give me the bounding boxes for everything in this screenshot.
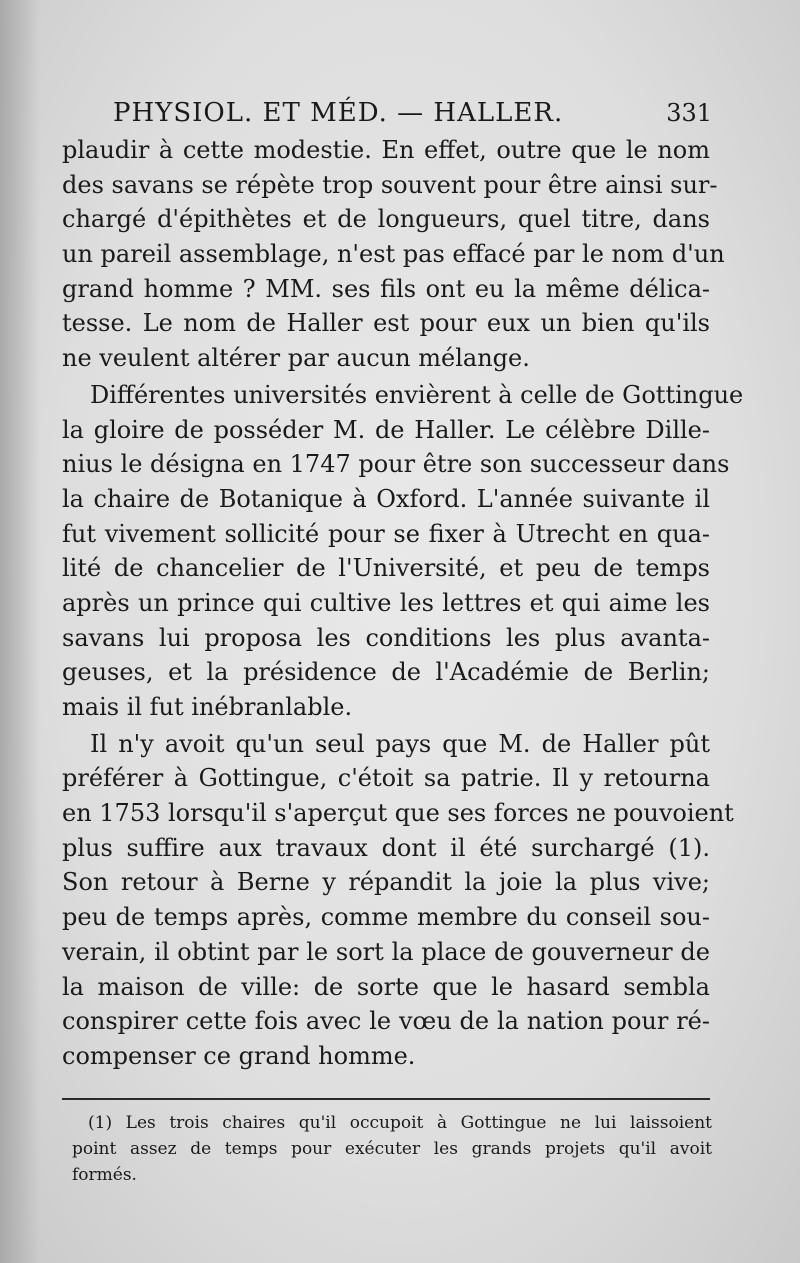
text-line: Il n'y avoit qu'un seul pays que M. de Haller pût bbox=[90, 729, 710, 758]
text-line: plus suffire aux travaux dont il été surchargé (1). bbox=[62, 833, 710, 862]
text-line: ne veulent altérer par aucun mélange. bbox=[62, 344, 530, 373]
text-line: verain, il obtint par le sort la place de gouverneur de bbox=[62, 937, 710, 966]
text-line: nius le désigna en 1747 pour être son successeur dans bbox=[62, 450, 730, 479]
running-header bbox=[113, 98, 712, 128]
footnote-line: point assez de temps pour exécuter les grands projets qu'il avoit bbox=[72, 1139, 712, 1159]
page-number: 331 bbox=[666, 99, 712, 127]
text-line: un pareil assemblage, n'est pas effacé par le nom d'un bbox=[62, 240, 725, 269]
body-text bbox=[62, 133, 744, 1074]
text-line: la maison de ville: de sorte que le hasard sembla bbox=[62, 972, 710, 1001]
text-line: en 1753 lorsqu'il s'aperçut que ses forces ne pouvoient bbox=[62, 799, 734, 828]
text-line: chargé d'épithètes et de longueurs, quel titre, dans bbox=[62, 205, 710, 234]
text-line: savans lui proposa les conditions les plus avanta- bbox=[62, 623, 710, 652]
text-line: Différentes universités envièrent à celle de Gottingue bbox=[90, 380, 744, 409]
text-line: mais il fut inébranlable. bbox=[62, 693, 353, 721]
gutter-shadow bbox=[0, 0, 40, 1263]
text-line: la gloire de posséder M. de Haller. Le célèbre Dille- bbox=[62, 415, 710, 444]
text-line: grand homme ? MM. ses fils ont eu la même délica- bbox=[62, 274, 710, 303]
text-line: geuses, et la présidence de l'Académie de Berlin; bbox=[62, 658, 710, 687]
text-line: lité de chancelier de l'Université, et peu de temps bbox=[62, 554, 710, 583]
text-line: des savans se répète trop souvent pour être ainsi sur- bbox=[62, 170, 718, 199]
footnote-line: (1) Les trois chaires qu'il occupoit à Gottingue ne lui laissoient bbox=[88, 1113, 712, 1133]
text-line: préférer à Gottingue, c'étoit sa patrie. Il y retourna bbox=[62, 764, 710, 793]
footnote-line: formés. bbox=[72, 1165, 137, 1185]
text-line: après un prince qui cultive les lettres et qui aime les bbox=[62, 588, 710, 617]
text-line: tesse. Le nom de Haller est pour eux un bien qu'ils bbox=[62, 309, 710, 338]
text-line: Son retour à Berne y répandit la joie la plus vive; bbox=[62, 868, 710, 897]
text-line: la chaire de Botanique à Oxford. L'année suivante il bbox=[62, 484, 710, 513]
text-line: peu de temps après, comme membre du conseil sou- bbox=[62, 903, 710, 932]
text-line: compenser ce grand homme. bbox=[62, 1041, 416, 1070]
running-title: PHYSIOL. ET MÉD. — HALLER. bbox=[113, 98, 564, 128]
text-line: plaudir à cette modestie. En effet, outre que le nom bbox=[62, 136, 710, 164]
footnote-rule bbox=[62, 1098, 710, 1100]
footnote bbox=[72, 1110, 712, 1188]
text-line: conspirer cette fois avec le vœu de la nation pour ré- bbox=[62, 1007, 710, 1036]
text-line: fut vivement sollicité pour se fixer à Utrecht en qua- bbox=[62, 519, 710, 548]
